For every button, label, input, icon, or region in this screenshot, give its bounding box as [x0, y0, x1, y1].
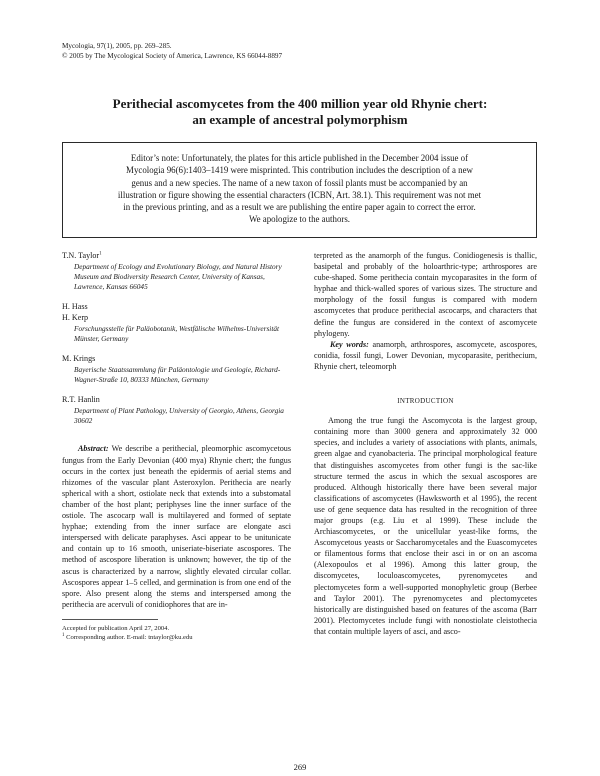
author-footnote-mark: 1 [99, 251, 102, 257]
author-affiliation: Department of Plant Pathology, University of Georgio, Athens, Georgia 30602 [74, 406, 284, 426]
editors-note-text: Editor’s note: Unfortunately, the plates for this article published in the December 2004 issue of Mycologia 96(6):1403–1419 were misprinted. This contribution includes the description of a new genus and a new species. The name of a new taxon of fossil plants must be accompanied by an illustration or figure showing the essential characters (ICBN, Art. 38.1). This requirement was not met in the previous printing, and as a result we are publishing the entire paper again to correct the error. We apologize to the authors. [117, 153, 482, 225]
abstract-text: We describe a perithecial, pleomorphic ascomycetous fungus from the Early Devonian (400 mya) Rhynie chert; the fungus occurs in the cortex just beneath the epidermis of aerial stems and rhizomes of the vascular plant Asteroxylon. Perithecia are nearly spherical with a short, ostiolate neck that extends into a substomatal chamber of the host plant; periphyses line the inner surface of the ostiole. The ascocarp wall is multilayered and formed of septate hyphae; extending from the inner surface are elongate asci interspersed with delicate paraphyses. Asci appear to be unitunicate and contain up to 16 smooth, uniseriate-biseriate ascospores. The method of ascospore liberation is unknown; however, the tip of the ascus is characterized by a narrow, slightly elevated circular collar. Ascospores appear 1–5 celled, and germination is from one end of the spore. Also present along the stems and interspersed among the perithecia are acervuli of conidiophores that are in- [62, 444, 291, 609]
author-name: T.N. Taylor$^1$ [62, 251, 102, 260]
author-name: H. Kerp [62, 313, 89, 323]
footnotes [62, 619, 193, 642]
corresponding-author-note: $^1$ Corresponding author. E-mail: tntaylor@ku.edu [62, 632, 193, 641]
author-block [62, 353, 291, 385]
abstract-label: Abstract: [78, 444, 109, 454]
left-column [62, 250, 291, 642]
author-name: H. Hass [62, 302, 88, 312]
journal-citation-line: Mycologia, 97(1), 2005, pp. 269–285. [62, 42, 172, 50]
keywords-text: anamorph, arthrospores, ascomycete, ascospores, conidia, fossil fungi, Lower Devonian, mycoparasite, perithecium, Rhynie chert, teleomorph [314, 339, 537, 371]
title-line-2: an example of ancestral polymorphism [192, 112, 408, 127]
author-block [62, 250, 291, 292]
keywords [314, 339, 537, 372]
accepted-date: Accepted for publication April 27, 2004. [62, 624, 170, 632]
introduction-text: Among the true fungi the Ascomycota is the largest group, containing more than 3000 genera and approximately 32 000 species, and includes a variety of associations with plants, animals, green algae and cyanobacteria. The principal morphological feature that distinguishes ascomycetes from other fungi is the sac-like structure termed the ascus in which the sexual ascospores are produced. Although historically there have been several major classifications of ascomycetes (Hawksworth et al 1995), the recent use of gene sequence data has resulted in the recognition of three major groups (e.g. Liu et al 1999). These include the Archiascomycetes, or the unicellular yeast-like forms, the Ascomycetous yeasts or Saccharomycetales and the Euascomycetes or filamentous forms that enclose their asci in or on an ascoma (Alexopoulos et al 1996). Among this latter group, the discomycetes, loculoascomycetes, pyrenomycetes and plectomycetes form a well-supported monophyletic group (Berbee and Taylor 2001). The pyrenomycetes and plectomycetes historically are distinguished based on features of the ascoma (Barr 2001). Plectomycetes include fungi with nonostiolate cleistothecia that contain multiple layers of asci, and asco- [314, 416, 537, 636]
author-block [62, 394, 291, 426]
author-name: M. Krings [62, 354, 96, 364]
page-number: 269 [293, 762, 307, 772]
abstract-continuation: terpreted as the anamorph of the fungus. Conidiogenesis is thallic, basipetal and probably of the holoarthric-type; arthrospores are cube-shaped. Some perithecia contain mycoparasites in the form of hyphae and thick-walled spores of various sizes. The structure and morphology of the fossil fungus is compared with modern ascomycetes that produce perithecial ascocarps, and characters that define the fungus are considered in the context of ascomycete phylogeny. [314, 251, 537, 338]
journal-citation [62, 41, 282, 61]
keywords-label: Key words: [330, 339, 369, 349]
title-line-1: Perithecial ascomycetes from the 400 million year old Rhynie chert: [112, 96, 488, 111]
article-title [60, 96, 540, 128]
author-name: R.T. Hanlin [62, 395, 100, 405]
introduction-heading: INTRODUCTION [397, 397, 454, 406]
author-affiliation: Department of Ecology and Evolutionary Biology, and Natural History Museum and Biodiversity Research Center, University of Kansas, Lawrence, Kansas 66045 [74, 262, 282, 292]
copyright-line: © 2005 by The Mycological Society of America, Lawrence, KS 66044-8897 [62, 52, 283, 60]
footnote-mark: 1 [62, 632, 65, 638]
author-block [62, 301, 291, 344]
author-affiliation: Forschungsstelle für Paläobotanik, Westfälische Wilhelms-Universität Münster, Germany [74, 324, 280, 344]
editors-note-box [62, 142, 537, 238]
abstract [62, 443, 291, 609]
right-column [314, 250, 537, 637]
author-affiliation: Bayerische Staatssammlung für Paläontologie und Geologie, Richard-Wagner-Straße 10, 80333 München, Germany [74, 365, 281, 385]
